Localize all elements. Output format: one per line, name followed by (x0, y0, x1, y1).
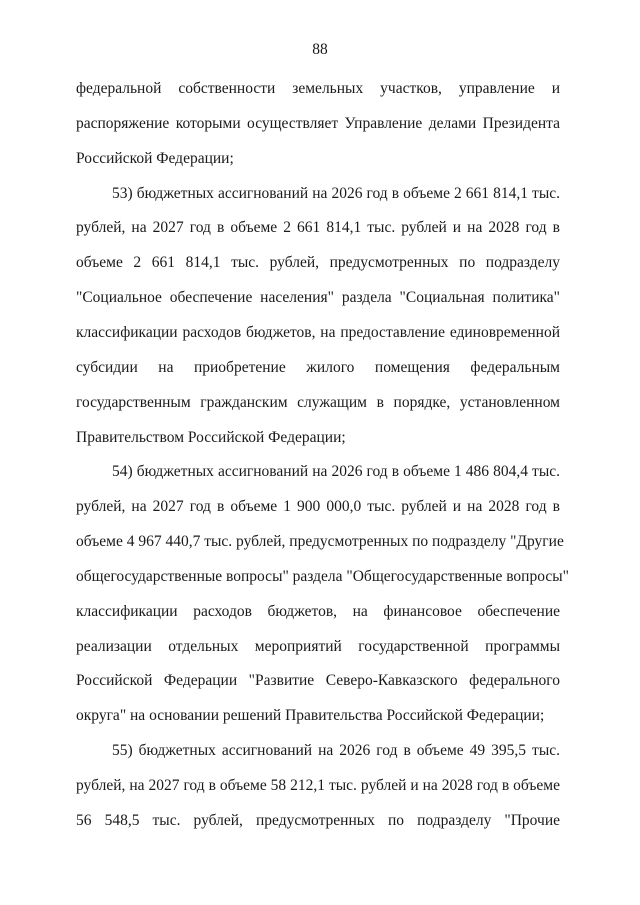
text-line: рублей, на 2027 год в объеме 2 661 814,1 тыс. рублей и на 2028 год в (76, 219, 560, 237)
text-line: 55) бюджетных ассигнований на 2026 год в объеме 49 395,5 тыс. (112, 742, 560, 760)
text-line: Российской Федерации "Развитие Северо-Кавказского федерального (76, 672, 560, 690)
text-line: рублей, на 2027 год в объеме 58 212,1 тыс. рублей и на 2028 год в объеме (76, 777, 560, 794)
text-line: распоряжение которыми осуществляет Управление делами Президента (76, 114, 560, 132)
text-line: объеме 2 661 814,1 тыс. рублей, предусмотренных по подразделу (76, 254, 560, 272)
text-line: Правительством Российской Федерации; (76, 428, 346, 446)
text-line: 54) бюджетных ассигнований на 2026 год в объеме 1 486 804,4 тыс. (112, 463, 560, 481)
text-line: общегосударственные вопросы" раздела "Общегосударственные вопросы" (76, 567, 569, 585)
text-line: объеме 4 967 440,7 тыс. рублей, предусмотренных по подразделу "Другие (76, 533, 564, 551)
text-line: рублей, на 2027 год в объеме 1 900 000,0 тыс. рублей и на 2028 год в (76, 498, 560, 516)
text-line: округа" на основании решений Правительства Российской Федерации; (76, 707, 545, 725)
text-line: государственным гражданским служащим в порядке, установленном (76, 393, 560, 411)
text-line: 56 548,5 тыс. рублей, предусмотренных по подразделу "Прочие (76, 811, 560, 829)
text-line: Российской Федерации; (76, 149, 234, 167)
text-line: "Социальное обеспечение населения" раздела "Социальная политика" (76, 289, 560, 307)
text-line: субсидии на приобретение жилого помещения федеральным (76, 358, 560, 376)
text-line: реализации отдельных мероприятий государственной программы (76, 637, 560, 655)
text-line: 53) бюджетных ассигнований на 2026 год в объеме 2 661 814,1 тыс. (112, 184, 560, 202)
page-number: 88 (312, 41, 328, 58)
text-line: федеральной собственности земельных участков, управление и (76, 80, 560, 97)
text-line: классификации расходов бюджетов, на предоставление единовременной (76, 323, 560, 341)
text-line: классификации расходов бюджетов, на финансовое обеспечение (76, 602, 560, 620)
